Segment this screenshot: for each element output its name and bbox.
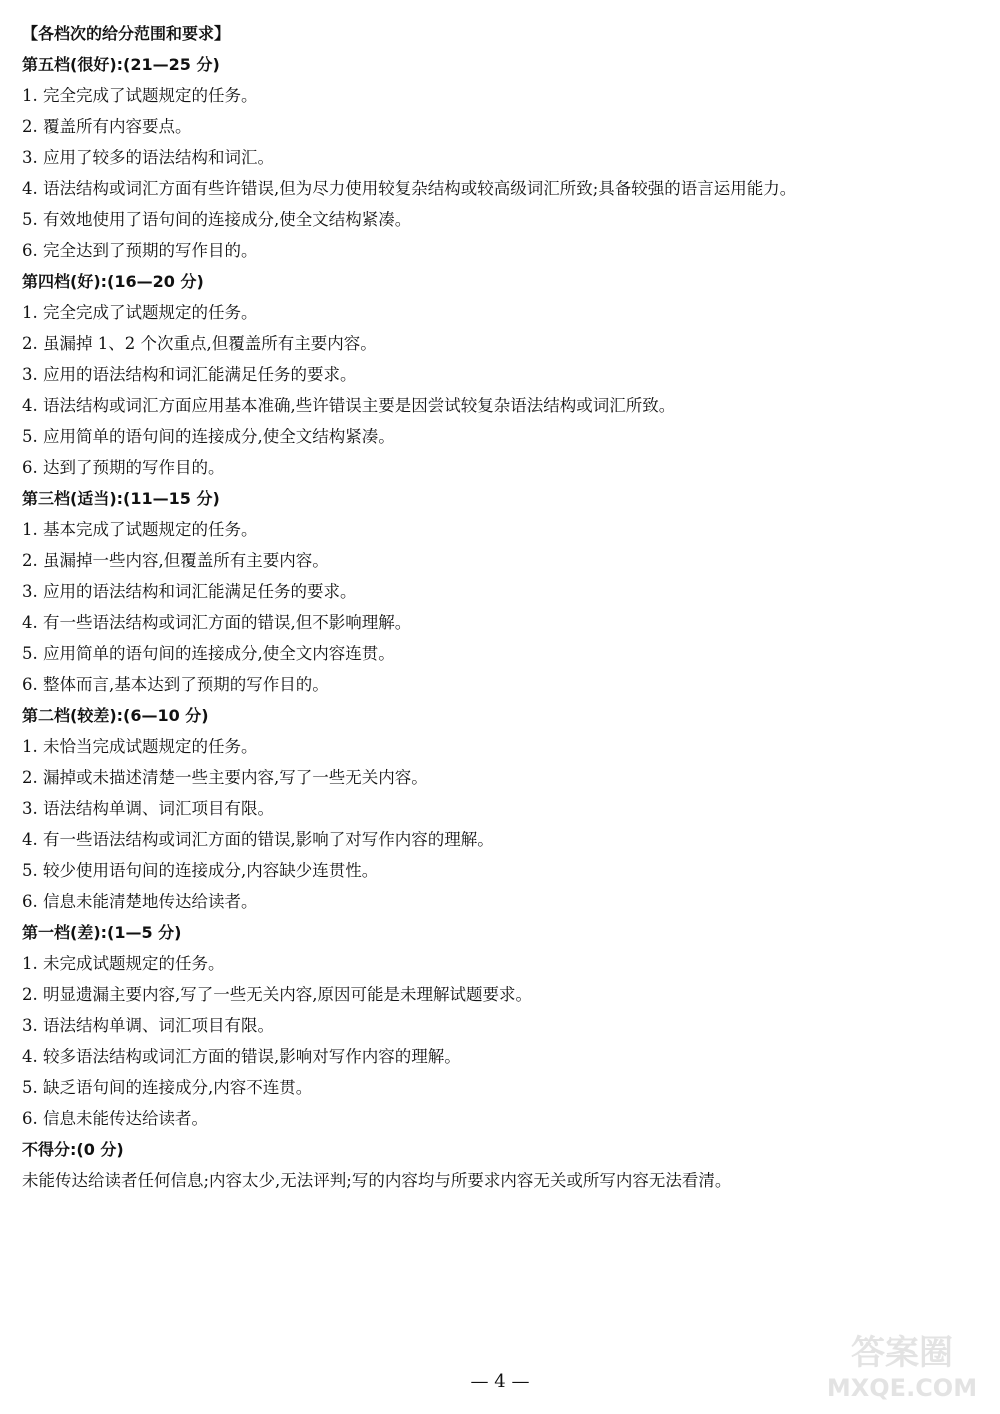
criterion-item: 3. 应用的语法结构和词汇能满足任务的要求。: [22, 582, 357, 601]
level-heading: 第二档(较差):(6—10 分): [22, 706, 209, 725]
criterion-item: 3. 应用了较多的语法结构和词汇。: [22, 148, 274, 167]
criterion-item: 5. 应用简单的语句间的连接成分,使全文结构紧凑。: [22, 427, 395, 446]
document-body: [22, 18, 982, 1196]
criterion-item: 5. 应用简单的语句间的连接成分,使全文内容连贯。: [22, 644, 395, 663]
criterion-item: 6. 信息未能清楚地传达给读者。: [22, 892, 258, 911]
watermark-logo: [812, 1326, 992, 1406]
criterion-item: 4. 语法结构或词汇方面应用基本准确,些许错误主要是因尝试较复杂语法结构或词汇所致。: [22, 396, 676, 415]
criterion-item: 2. 覆盖所有内容要点。: [22, 117, 192, 136]
watermark-text-top: 答案圈: [851, 1333, 953, 1373]
criterion-item: 1. 基本完成了试题规定的任务。: [22, 520, 258, 539]
level-heading: 第三档(适当):(11—15 分): [22, 489, 220, 508]
level-heading: 第一档(差):(1—5 分): [22, 923, 182, 942]
criterion-item: 6. 信息未能传达给读者。: [22, 1109, 208, 1128]
criterion-item: 6. 整体而言,基本达到了预期的写作目的。: [22, 675, 329, 694]
criterion-item: 6. 达到了预期的写作目的。: [22, 458, 225, 477]
section-title: 【各档次的给分范围和要求】: [22, 24, 231, 43]
criterion-item: 1. 未恰当完成试题规定的任务。: [22, 737, 258, 756]
level-heading: 不得分:(0 分): [22, 1140, 124, 1159]
criterion-item: 2. 虽漏掉 1、2 个次重点,但覆盖所有主要内容。: [22, 334, 377, 353]
criterion-item: 3. 语法结构单调、词汇项目有限。: [22, 1016, 274, 1035]
levels-container: [22, 49, 982, 1196]
criterion-item: 2. 明显遗漏主要内容,写了一些无关内容,原因可能是未理解试题要求。: [22, 985, 532, 1004]
watermark-text-bottom: MXQE.COM: [826, 1374, 978, 1402]
criterion-item: 未能传达给读者任何信息;内容太少,无法评判;写的内容均与所要求内容无关或所写内容无法看清。: [22, 1171, 732, 1190]
criterion-item: 2. 虽漏掉一些内容,但覆盖所有主要内容。: [22, 551, 329, 570]
level-heading: 第五档(很好):(21—25 分): [22, 55, 220, 74]
criterion-item: 4. 语法结构或词汇方面有些许错误,但为尽力使用较复杂结构或较高级词汇所致;具备较强的语言运用能力。: [22, 179, 797, 198]
criterion-item: 3. 应用的语法结构和词汇能满足任务的要求。: [22, 365, 357, 384]
criterion-item: 1. 未完成试题规定的任务。: [22, 954, 225, 973]
criterion-item: 5. 缺乏语句间的连接成分,内容不连贯。: [22, 1078, 313, 1097]
criterion-item: 3. 语法结构单调、词汇项目有限。: [22, 799, 274, 818]
criterion-item: 4. 有一些语法结构或词汇方面的错误,影响了对写作内容的理解。: [22, 830, 494, 849]
criterion-item: 1. 完全完成了试题规定的任务。: [22, 86, 258, 105]
criterion-item: 6. 完全达到了预期的写作目的。: [22, 241, 258, 260]
criterion-item: 1. 完全完成了试题规定的任务。: [22, 303, 258, 322]
criterion-item: 2. 漏掉或未描述清楚一些主要内容,写了一些无关内容。: [22, 768, 428, 787]
criterion-item: 5. 较少使用语句间的连接成分,内容缺少连贯性。: [22, 861, 379, 880]
criterion-item: 5. 有效地使用了语句间的连接成分,使全文结构紧凑。: [22, 210, 412, 229]
criterion-item: 4. 较多语法结构或词汇方面的错误,影响对写作内容的理解。: [22, 1047, 461, 1066]
page-number: — 4 —: [470, 1371, 530, 1392]
level-heading: 第四档(好):(16—20 分): [22, 272, 204, 291]
criterion-item: 4. 有一些语法结构或词汇方面的错误,但不影响理解。: [22, 613, 412, 632]
